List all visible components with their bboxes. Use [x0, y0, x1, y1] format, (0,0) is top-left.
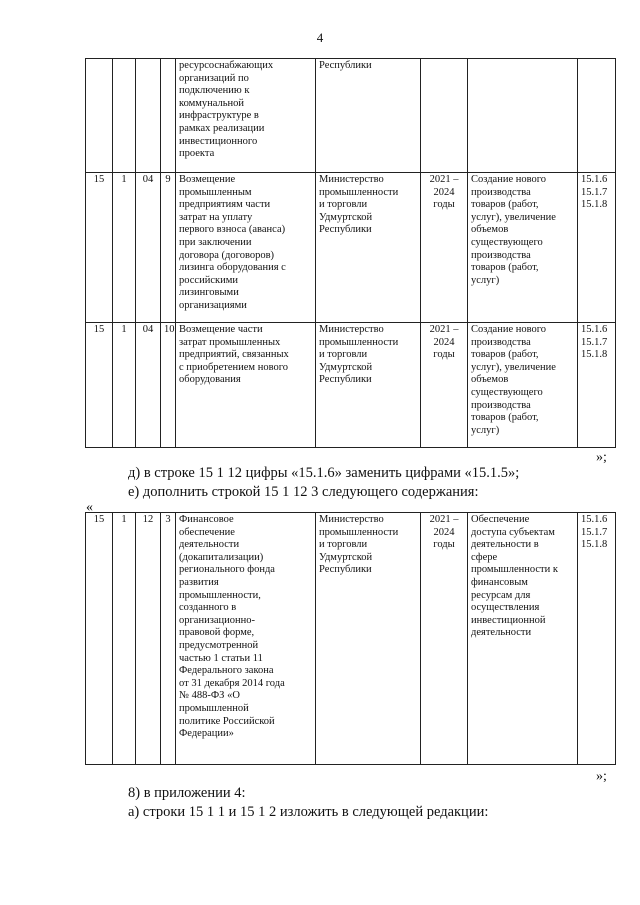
- paragraph-e: е) дополнить строкой 15 1 12 3 следующего содержания:: [128, 484, 479, 500]
- code-cell: 3: [161, 513, 176, 765]
- measure-name-cell: Возмещение промышленным предприятиям части затрат на уплату первого взноса (аванса) при заключении договора (договоров) лизинга оборудования с российскими лизинговыми организациями: [176, 173, 316, 323]
- executor-cell: Министерство промышленности и торговли Удмуртской Республики: [316, 323, 421, 448]
- term-cell: 2021 – 2024 годы: [421, 323, 468, 448]
- table-row: [86, 513, 616, 765]
- table-row: [86, 323, 616, 448]
- indicators-cell: 15.1.6 15.1.7 15.1.8: [578, 513, 616, 765]
- code-cell: 1: [113, 513, 136, 765]
- opening-quote: «: [86, 500, 93, 515]
- code-cell: 04: [136, 173, 161, 323]
- page-number: 4: [316, 30, 324, 45]
- code-cell: 15: [86, 323, 113, 448]
- measure-name-cell: ресурсоснабжающих организаций по подключению к коммунальной инфраструктуре в рамках реализации инвестиционного проекта: [176, 59, 316, 173]
- code-cell: [161, 59, 176, 173]
- executor-cell: Министерство промышленности и торговли Удмуртской Республики: [316, 513, 421, 765]
- paragraph-a: а) строки 15 1 1 и 15 1 2 изложить в следующей редакции:: [128, 804, 489, 820]
- code-cell: 1: [113, 323, 136, 448]
- table-row: [86, 173, 616, 323]
- paragraph-8: 8) в приложении 4:: [128, 785, 246, 801]
- result-cell: Создание нового производства товаров (работ, услуг), увеличение объемов существующего производства товаров (работ, услуг): [468, 173, 578, 323]
- code-cell: 04: [136, 323, 161, 448]
- executor-cell: Республики: [316, 59, 421, 173]
- indicators-cell: 15.1.6 15.1.7 15.1.8: [578, 173, 616, 323]
- measure-name-cell: Финансовое обеспечение деятельности (докапитализации) регионального фонда развития промышленности, созданного в организационно- правовой форме, предусмотренной частью 1 статьи 11 Федерального закона от 31 декабря 2014 года № 488-ФЗ «О промышленной политике Российской Федерации»: [176, 513, 316, 765]
- closing-quote: »;: [596, 769, 607, 784]
- code-cell: 1: [113, 173, 136, 323]
- measure-name-cell: Возмещение части затрат промышленных предприятий, связанных с приобретением нового оборудования: [176, 323, 316, 448]
- code-cell: 12: [136, 513, 161, 765]
- term-cell: [421, 59, 468, 173]
- indicators-cell: [578, 59, 616, 173]
- result-cell: [468, 59, 578, 173]
- code-cell: 10: [161, 323, 176, 448]
- code-cell: 15: [86, 173, 113, 323]
- code-cell: [136, 59, 161, 173]
- program-table-1: [85, 58, 616, 448]
- result-cell: Обеспечение доступа субъектам деятельности в сфере промышленности к финансовым ресурсам для осуществления инвестиционной деятельности: [468, 513, 578, 765]
- program-table-2: [85, 512, 616, 765]
- code-cell: 15: [86, 513, 113, 765]
- code-cell: 9: [161, 173, 176, 323]
- code-cell: [86, 59, 113, 173]
- closing-quote: »;: [596, 450, 607, 465]
- code-cell: [113, 59, 136, 173]
- term-cell: 2021 – 2024 годы: [421, 173, 468, 323]
- table-row: [86, 59, 616, 173]
- result-cell: Создание нового производства товаров (работ, услуг), увеличение объемов существующего производства товаров (работ, услуг): [468, 323, 578, 448]
- paragraph-d: д) в строке 15 1 12 цифры «15.1.6» заменить цифрами «15.1.5»;: [128, 465, 520, 481]
- indicators-cell: 15.1.6 15.1.7 15.1.8: [578, 323, 616, 448]
- term-cell: 2021 – 2024 годы: [421, 513, 468, 765]
- executor-cell: Министерство промышленности и торговли Удмуртской Республики: [316, 173, 421, 323]
